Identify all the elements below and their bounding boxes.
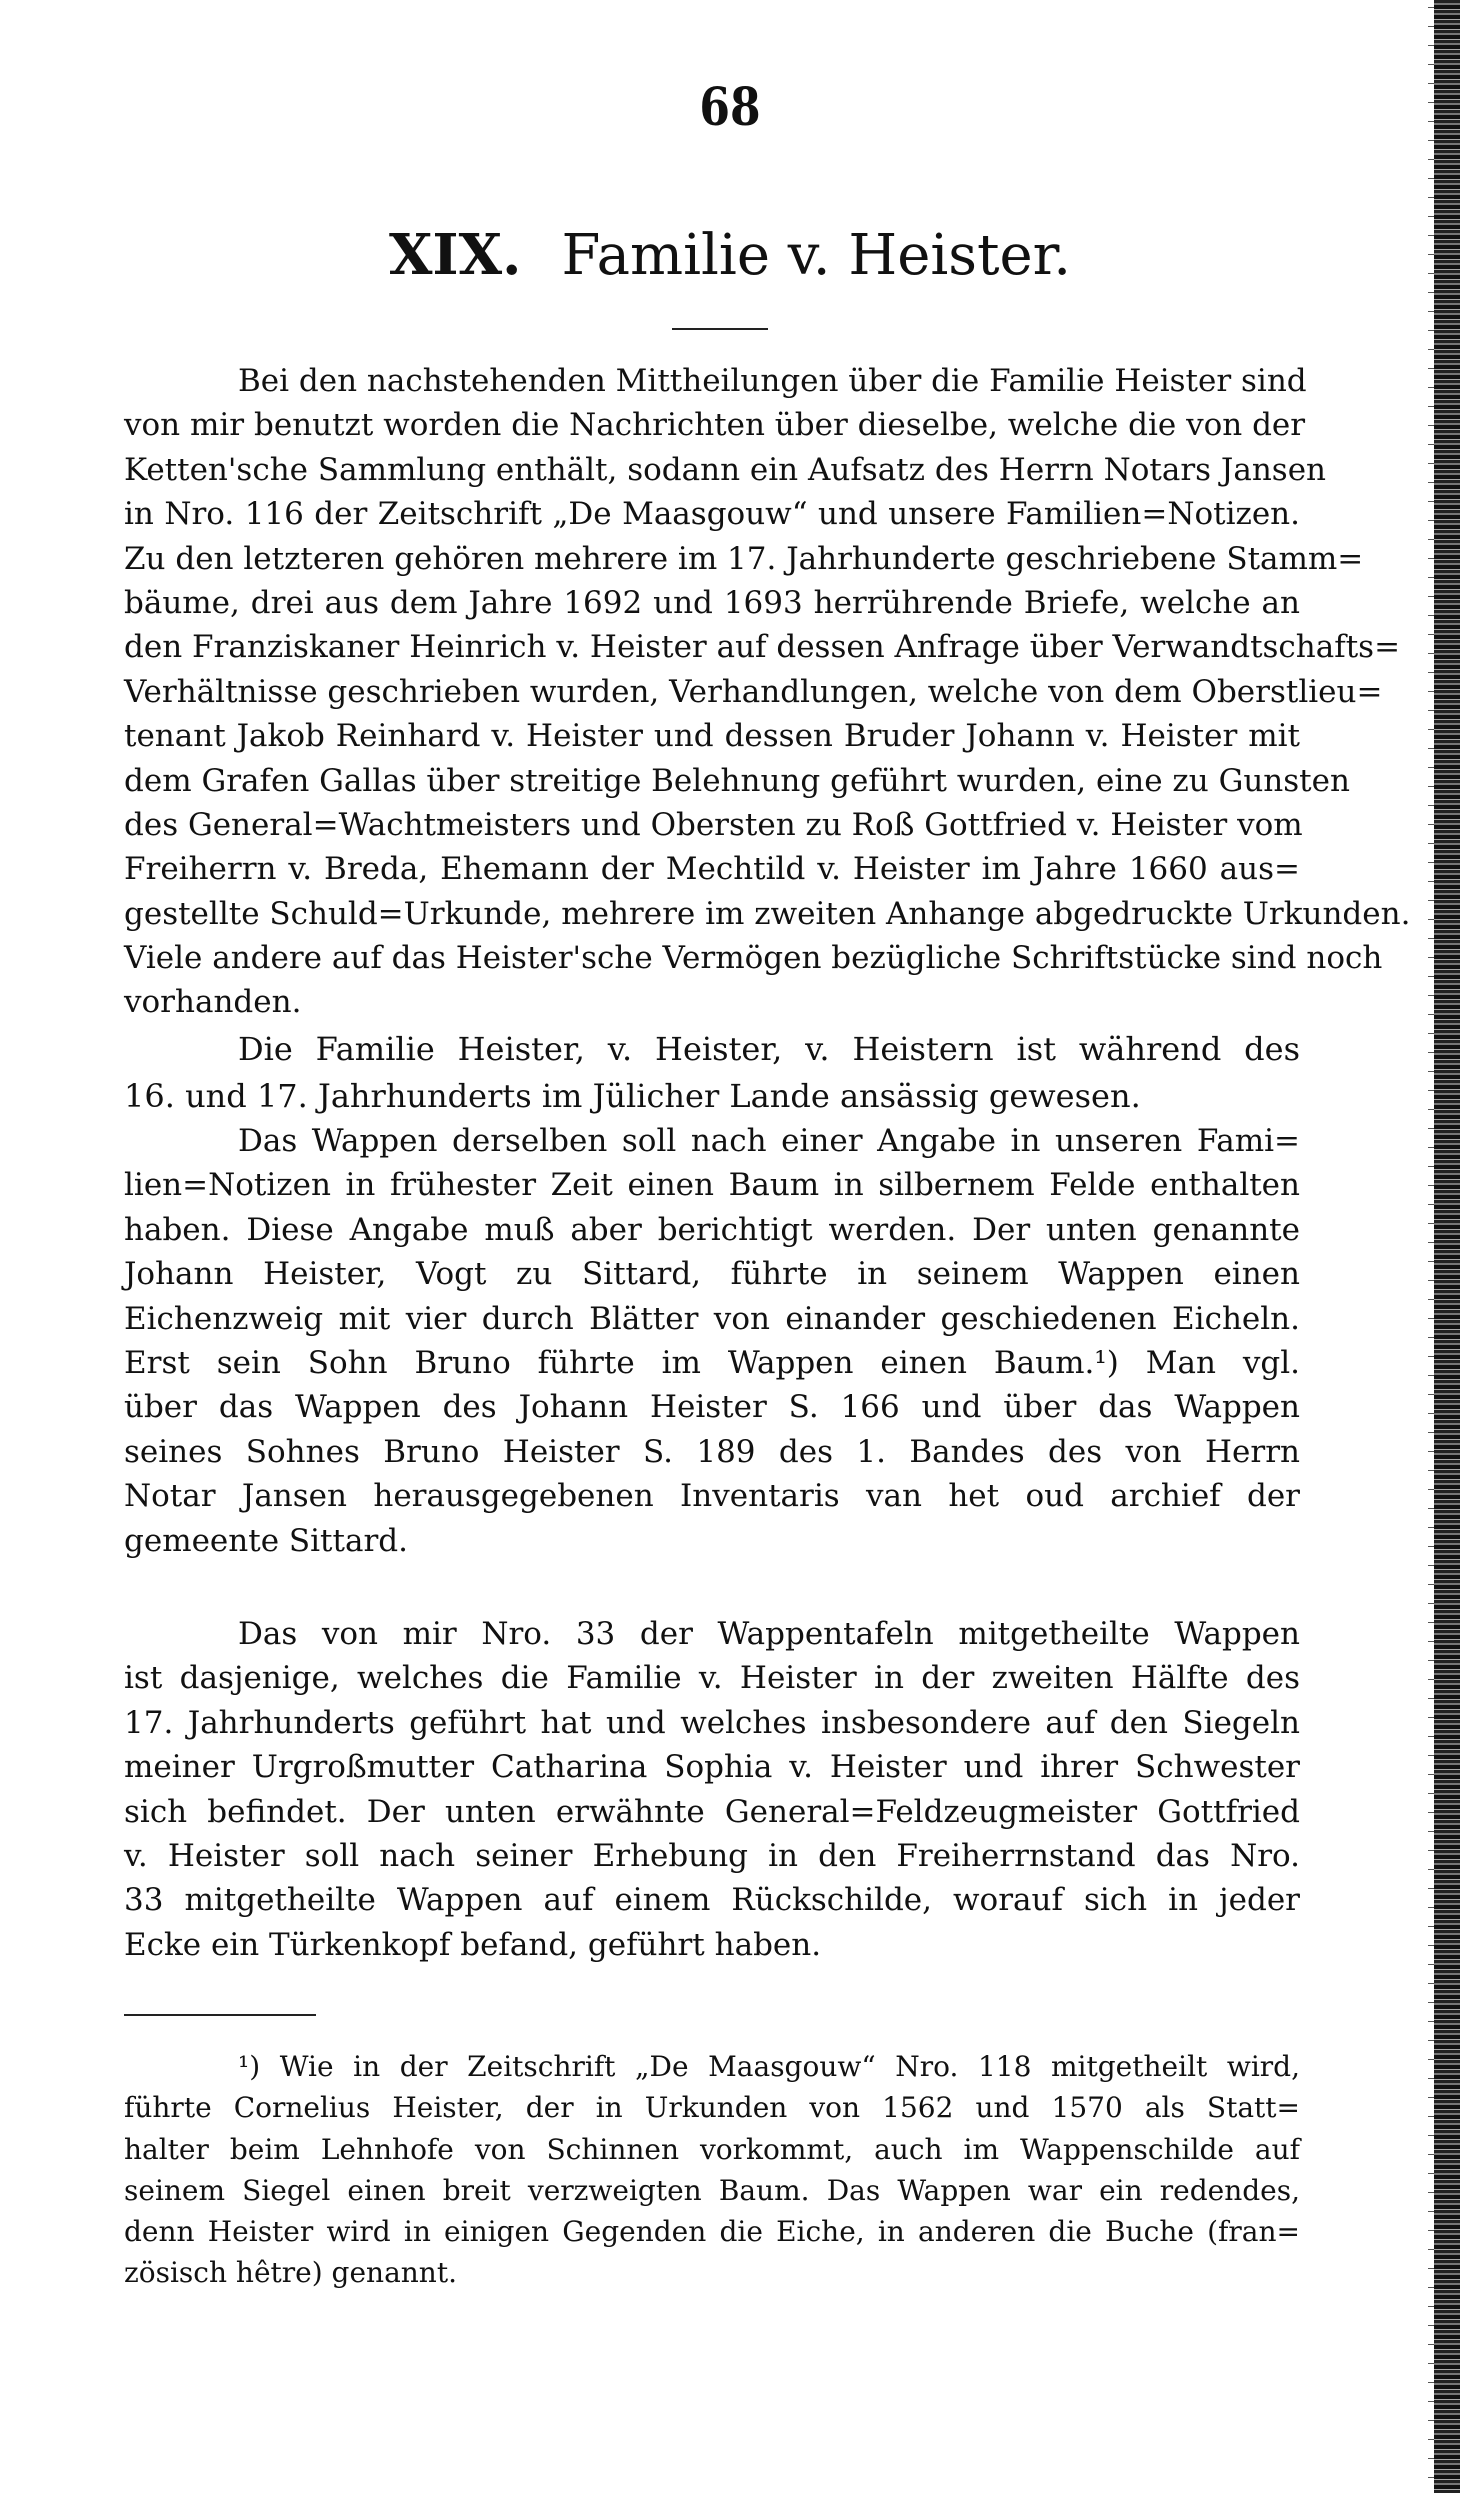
text-line: gemeente Sittard. [124, 1522, 408, 1559]
text-line: 33 mitgetheilte Wappen auf einem Rückschilde, worauf sich in jeder [124, 1882, 1300, 1919]
text-line: des General=Wachtmeisters und Obersten zu Roß Gottfried v. Heister vom [124, 806, 1303, 843]
text-line: Freiherrn v. Breda, Ehemann der Mechtild v. Heister im Jahre 1660 aus= [124, 851, 1300, 888]
text-line: Das Wappen derselben soll nach einer Angabe in unseren Fami= [238, 1123, 1300, 1159]
text-line: Viele andere auf das Heister'sche Vermögen bezügliche Schriftstücke sind noch [124, 940, 1383, 977]
text-line: 16. und 17. Jahrhunderts im Jülicher Lande ansässig gewesen. [124, 1077, 1141, 1115]
text-line: tenant Jakob Reinhard v. Heister und dessen Bruder Johann v. Heister mit [124, 718, 1300, 755]
text-line: den Franziskaner Heinrich v. Heister auf dessen Anfrage über Verwandtschafts= [124, 629, 1401, 666]
text-line: Johann Heister, Vogt zu Sittard, führte in seinem Wappen einen [124, 1256, 1300, 1293]
text-line: Erst sein Sohn Bruno führte im Wappen einen Baum.¹) Man vgl. [124, 1344, 1300, 1381]
page-number: 68 [699, 76, 761, 139]
text-line: in Nro. 116 der Zeitschrift „De Maasgouw“ und unsere Familien=Notizen. [124, 496, 1300, 533]
text-line: über das Wappen des Johann Heister S. 166 und über das Wappen [124, 1389, 1300, 1426]
paragraph-wappentafel [124, 1612, 1300, 1967]
footnote-divider [124, 2014, 316, 2016]
text-line: führte Cornelius Heister, der in Urkunden von 1562 und 1570 als Statt= [124, 2091, 1300, 2125]
text-line: bäume, drei aus dem Jahre 1692 und 1693 herrührende Briefe, welche an [124, 584, 1300, 621]
text-line: dem Grafen Gallas über streitige Belehnung geführt wurden, eine zu Gunsten [124, 762, 1350, 799]
text-line: vorhanden. [124, 984, 302, 1021]
paragraph-coat-of-arms [124, 1119, 1300, 1563]
text-line: Das von mir Nro. 33 der Wappentafeln mitgetheilte Wappen [238, 1616, 1300, 1652]
text-line: Eichenzweig mit vier durch Blätter von einander geschiedenen Eicheln. [124, 1300, 1300, 1337]
text-line: ¹) Wie in der Zeitschrift „De Maasgouw“ Nro. 118 mitgetheilt wird, [238, 2050, 1300, 2083]
paragraph-residence [124, 1026, 1300, 1120]
text-line: Ketten'sche Sammlung enthält, sodann ein Aufsatz des Herrn Notars Jansen [124, 451, 1327, 488]
paragraph-sources [124, 359, 1411, 1025]
text-line: von mir benutzt worden die Nachrichten über dieselbe, welche die von der [124, 407, 1306, 444]
text-line: gestellte Schuld=Urkunde, mehrere im zweiten Anhange abgedruckte Urkunden. [124, 895, 1411, 932]
text-line: denn Heister wird in einigen Gegenden die Eiche, in anderen die Buche (fran= [124, 2215, 1300, 2249]
text-line: Verhältnisse geschrieben wurden, Verhandlungen, welche von dem Oberstlieu= [124, 673, 1383, 710]
text-line: v. Heister soll nach seiner Erhebung in den Freiherrnstand das Nro. [124, 1837, 1300, 1874]
page-edge-shadow [1434, 0, 1460, 2493]
text-line: 17. Jahrhunderts geführt hat und welches insbesondere auf den Siegeln [124, 1704, 1300, 1741]
chapter-title [0, 222, 1460, 288]
text-line: seinem Siegel einen breit verzweigten Baum. Das Wappen war ein redendes, [124, 2173, 1300, 2207]
text-line: lien=Notizen in frühester Zeit einen Baum in silbernem Felde enthalten [124, 1167, 1300, 1204]
chapter-number: XIX. [388, 222, 522, 288]
title-divider [672, 328, 768, 330]
text-line: Die Familie Heister, v. Heister, v. Heistern ist während des [238, 1030, 1300, 1068]
text-line: Bei den nachstehenden Mittheilungen über die Familie Heister sind [238, 363, 1307, 399]
footnote [124, 2046, 1300, 2294]
text-line: sich befindet. Der unten erwähnte General=Feldzeugmeister Gottfried [124, 1793, 1300, 1830]
chapter-heading: Familie v. Heister. [561, 223, 1072, 288]
text-line: zösisch hêtre) genannt. [124, 2256, 457, 2290]
text-line: Ecke ein Türkenkopf befand, geführt haben. [124, 1926, 822, 1963]
text-line: meiner Urgroßmutter Catharina Sophia v. Heister und ihrer Schwester [124, 1749, 1300, 1786]
text-line: seines Sohnes Bruno Heister S. 189 des 1. Bandes des von Herrn [124, 1433, 1300, 1470]
text-line: halter beim Lehnhofe von Schinnen vorkommt, auch im Wappenschilde auf [124, 2132, 1300, 2166]
text-line: Zu den letzteren gehören mehrere im 17. Jahrhunderte geschriebene Stamm= [124, 540, 1364, 577]
text-line: Notar Jansen herausgegebenen Inventaris van het oud archief der [124, 1478, 1300, 1515]
text-line: ist dasjenige, welches die Familie v. Heister in der zweiten Hälfte des [124, 1660, 1300, 1697]
text-line: haben. Diese Angabe muß aber berichtigt werden. Der unten genannte [124, 1211, 1300, 1248]
